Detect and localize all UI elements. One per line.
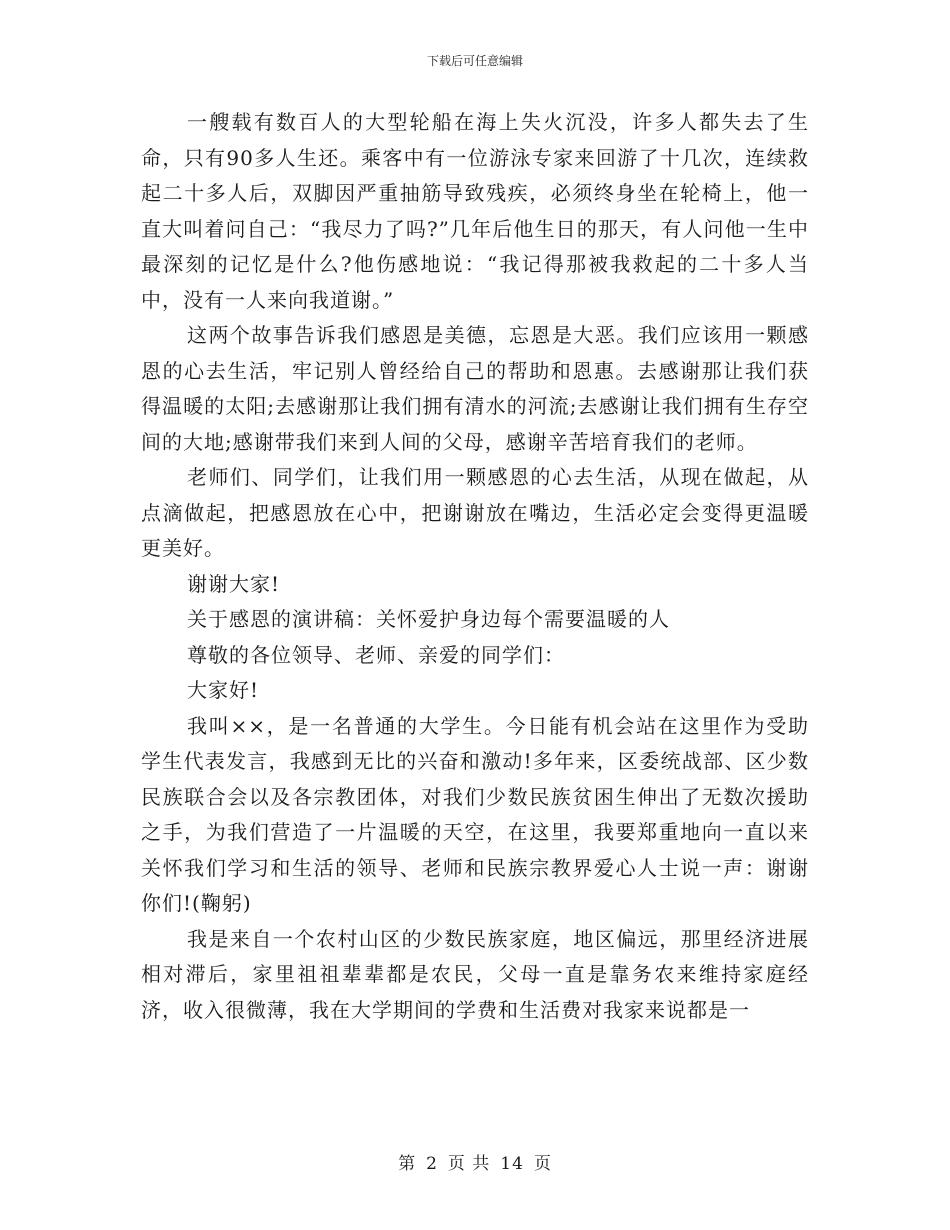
paragraph-self-introduction: 我叫××，是一名普通的大学生。今日能有机会站在这里作为受助学生代表发言，我感到无比的兴奋和激动!多年来，区委统战部、区少数民族联合会以及各宗教团体，对我们少数民族贫困生伸出了无数次援助之手，为我们营造了一片温暖的天空，在这里，我要郑重地向一直以来关怀我们学习和生活的领导、老师和民族宗教界爱心人士说一声：谢谢你们!(鞠躬) <box>141 713 809 915</box>
footer-page-number: 2 <box>426 1154 438 1174</box>
document-body <box>141 105 809 1028</box>
paragraph-rescue-story: 一艘载有数百人的大型轮船在海上失火沉没，许多人都失去了生命，只有90多人生还。乘客中有一位游泳专家来回游了十几次，连续救起二十多人后，双脚因严重抽筋导致残疾，必须终身坐在轮椅上，他一直大叫着问自己：“我尽力了吗?”几年后他生日的那天，有人问他一生中最深刻的记忆是什么?他伤感地说：“我记得那被我救起的二十多人当中，没有一人来向我道谢。” <box>141 110 809 312</box>
footer-middle: 页 共 <box>447 1154 491 1174</box>
paragraph-gratitude-lesson: 这两个故事告诉我们感恩是美德，忘恩是大恶。我们应该用一颗感恩的心去生活，牢记别人曾经给自己的帮助和恩惠。去感谢那让我们获得温暖的太阳;去感谢那让我们拥有清水的河流;去感谢让我们拥有生存空间的大地;感谢带我们来到人间的父母，感谢辛苦培育我们的老师。 <box>141 323 809 454</box>
speech-title: 关于感恩的演讲稿：关怀爱护身边每个需要温暖的人 <box>187 607 670 631</box>
page-header: 下载后可任意编辑 <box>426 54 523 68</box>
footer-total-pages: 14 <box>500 1154 524 1174</box>
speech-salutation: 尊敬的各位领导、老师、亲爱的同学们： <box>187 642 565 667</box>
footer-prefix: 第 <box>398 1154 417 1174</box>
page-footer <box>0 1153 950 1175</box>
paragraph-family-background: 我是来自一个农村山区的少数民族家庭，地区偏远，那里经济进展相对滞后，家里祖祖辈辈都是农民，父母一直是靠务农来维持家庭经济，收入很微薄，我在大学期间的学费和生活费对我家来说都是一 <box>141 926 809 1022</box>
paragraph-thanks: 谢谢大家! <box>187 571 281 596</box>
footer-suffix: 页 <box>533 1154 552 1174</box>
paragraph-call-to-action: 老师们、同学们，让我们用一颗感恩的心去生活，从现在做起，从点滴做起，把感恩放在心中，把谢谢放在嘴边，生活必定会变得更温暖更美好。 <box>141 465 809 560</box>
speech-greeting: 大家好! <box>187 678 260 702</box>
